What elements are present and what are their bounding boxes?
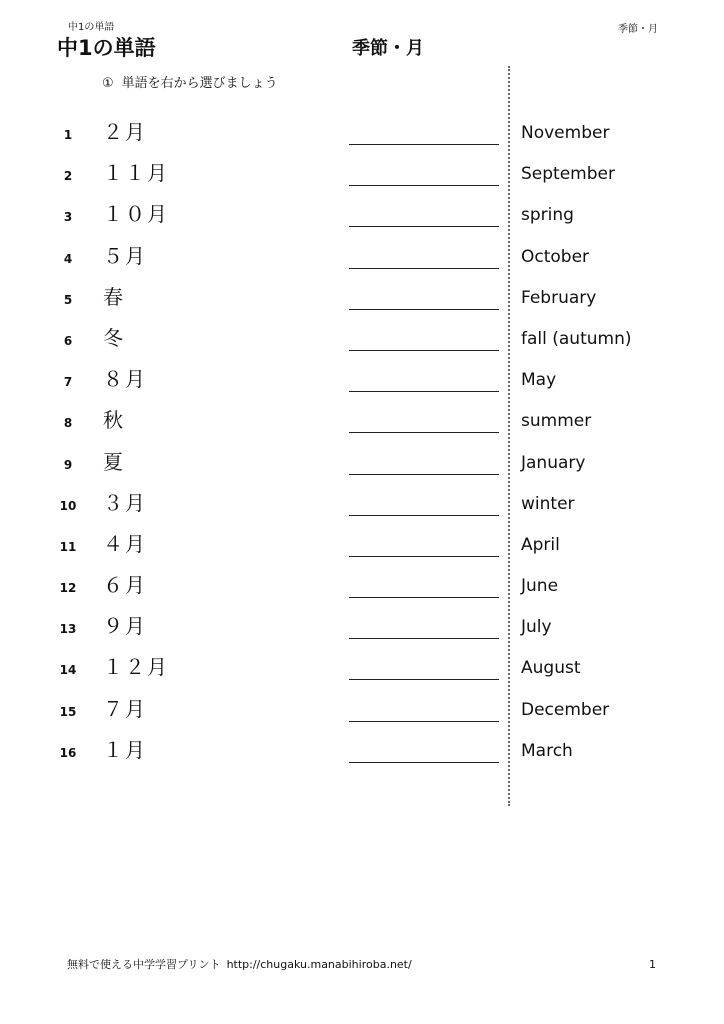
japanese-word: １月 xyxy=(103,737,147,762)
question-number: 10 xyxy=(59,498,77,513)
running-header-right: 季節・月 xyxy=(618,24,658,35)
instruction-marker: ① xyxy=(102,76,114,91)
word-row xyxy=(0,731,724,772)
question-number: 11 xyxy=(59,539,77,554)
english-choice: September xyxy=(521,164,615,185)
page-number: 1 xyxy=(649,958,656,971)
answer-blank[interactable] xyxy=(349,226,499,227)
english-choice: April xyxy=(521,534,560,555)
word-row xyxy=(0,648,724,689)
instruction xyxy=(102,74,278,94)
question-number: 1 xyxy=(63,128,73,142)
footer-text: 無料で使える中学学習プリント xyxy=(67,958,221,971)
footer xyxy=(67,958,412,972)
instruction-text: 単語を右から選びましょう xyxy=(121,76,278,91)
question-number: 4 xyxy=(63,251,73,266)
answer-blank[interactable] xyxy=(349,391,499,392)
question-number: 15 xyxy=(59,704,77,719)
page-title: 中1の単語 xyxy=(57,36,156,60)
answer-blank[interactable] xyxy=(349,144,499,145)
word-list xyxy=(0,113,724,772)
english-choice: August xyxy=(521,658,581,679)
answer-blank[interactable] xyxy=(349,556,499,557)
word-row xyxy=(0,154,724,195)
answer-blank[interactable] xyxy=(349,474,499,475)
answer-blank[interactable] xyxy=(349,432,499,433)
question-number: 7 xyxy=(63,375,73,390)
question-number: 14 xyxy=(59,663,77,678)
question-number: 5 xyxy=(63,292,73,307)
question-number: 2 xyxy=(63,169,73,184)
question-number: 16 xyxy=(59,745,77,760)
english-choice: December xyxy=(521,699,610,720)
answer-blank[interactable] xyxy=(349,638,499,639)
english-choice: summer xyxy=(521,411,592,432)
answer-blank[interactable] xyxy=(349,597,499,598)
word-row xyxy=(0,113,724,154)
question-number: 12 xyxy=(59,581,77,596)
japanese-word: 秋 xyxy=(103,408,125,433)
question-number: 8 xyxy=(63,416,73,431)
word-row xyxy=(0,690,724,731)
japanese-word: ８月 xyxy=(103,367,147,392)
question-number: 3 xyxy=(63,210,73,225)
english-choice: fall (autumn) xyxy=(521,328,632,349)
english-choice: October xyxy=(521,246,590,267)
word-row xyxy=(0,278,724,319)
japanese-word: 夏 xyxy=(103,449,125,474)
english-choice: June xyxy=(521,576,559,597)
answer-blank[interactable] xyxy=(349,185,499,186)
japanese-word: １１月 xyxy=(103,161,169,186)
english-choice: July xyxy=(521,617,552,638)
question-number: 6 xyxy=(63,333,73,348)
japanese-word: １０月 xyxy=(103,202,169,227)
english-choice: winter xyxy=(521,493,575,514)
japanese-word: ９月 xyxy=(103,614,147,639)
japanese-word: 春 xyxy=(103,284,125,309)
answer-blank[interactable] xyxy=(349,721,499,722)
english-choice: March xyxy=(521,740,573,761)
question-number: 9 xyxy=(63,457,73,472)
japanese-word: ４月 xyxy=(103,531,147,556)
english-choice: November xyxy=(521,123,610,143)
word-row xyxy=(0,401,724,442)
word-row xyxy=(0,319,724,360)
answer-blank[interactable] xyxy=(349,679,499,680)
answer-blank[interactable] xyxy=(349,515,499,516)
word-row xyxy=(0,195,724,236)
word-row xyxy=(0,443,724,484)
answer-blank[interactable] xyxy=(349,268,499,269)
word-row xyxy=(0,607,724,648)
answer-blank[interactable] xyxy=(349,309,499,310)
japanese-word: １２月 xyxy=(103,655,169,680)
word-row xyxy=(0,237,724,278)
page-subtitle: 季節・月 xyxy=(352,38,424,59)
word-row xyxy=(0,484,724,525)
japanese-word: 冬 xyxy=(103,325,125,350)
japanese-word: ２月 xyxy=(103,120,147,144)
english-choice: spring xyxy=(521,205,574,226)
japanese-word: ７月 xyxy=(103,696,147,721)
english-choice: May xyxy=(521,370,557,391)
english-choice: February xyxy=(521,287,597,308)
japanese-word: ３月 xyxy=(103,490,147,515)
running-header-left: 中1の単語 xyxy=(68,22,115,33)
answer-blank[interactable] xyxy=(349,762,499,763)
answer-blank[interactable] xyxy=(349,350,499,351)
word-row xyxy=(0,360,724,401)
japanese-word: ６月 xyxy=(103,573,147,598)
english-choice: January xyxy=(521,452,586,473)
footer-url[interactable]: http://chugaku.manabihiroba.net/ xyxy=(226,958,412,971)
word-row xyxy=(0,566,724,607)
japanese-word: ５月 xyxy=(103,243,147,268)
question-number: 13 xyxy=(59,622,77,637)
word-row xyxy=(0,525,724,566)
